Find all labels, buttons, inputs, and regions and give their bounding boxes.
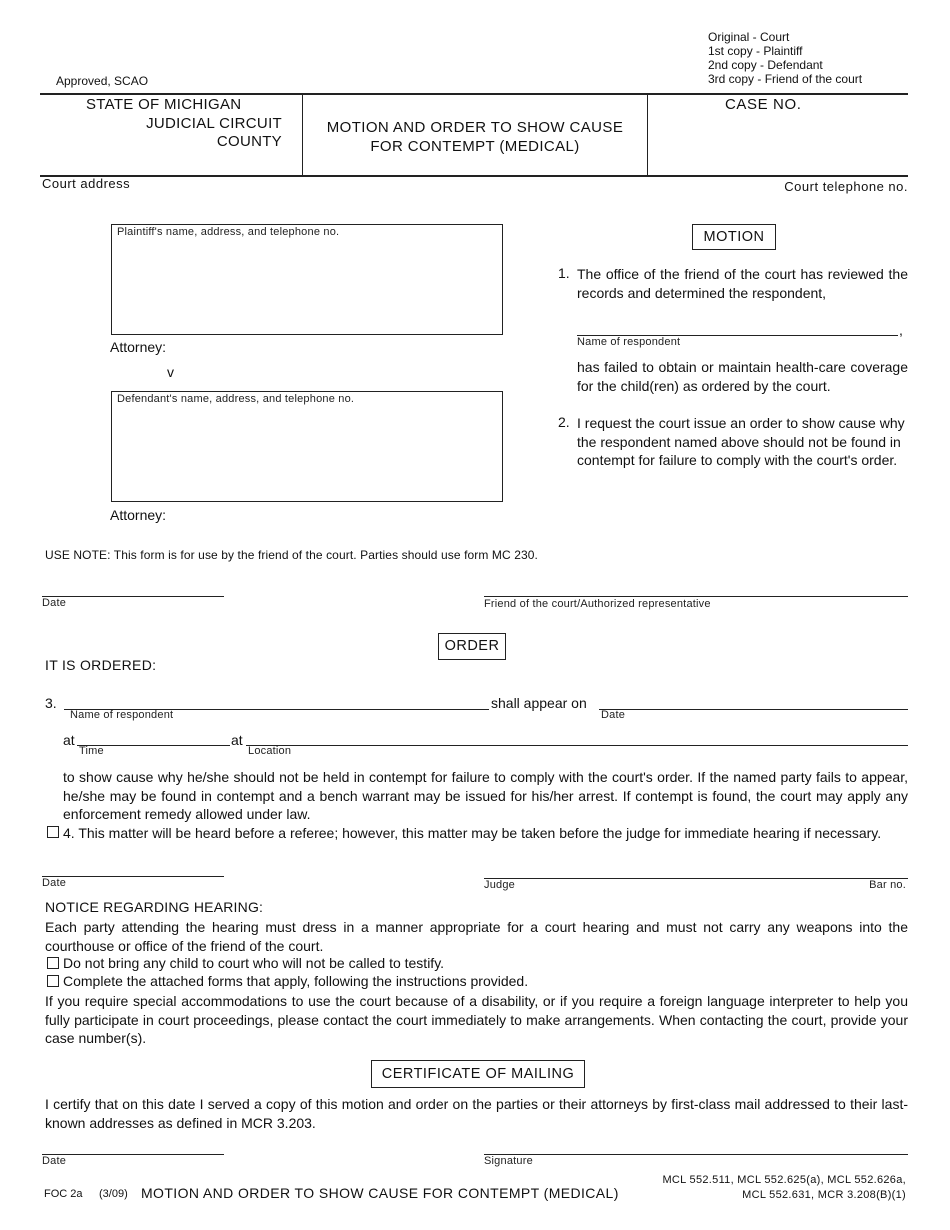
copy-original: Original - Court [708, 30, 790, 44]
no-child-checkbox[interactable] [47, 957, 59, 969]
approved-scao: Approved, SCAO [56, 74, 149, 88]
notice-accommodations: If you require special accommodations to use the court because of a disability, or if you require a foreign language interpreter to help you fully participate in court proceedings, please contact the court immediately to make arrangements. When contacting the court, provide your case number(s). [45, 993, 908, 1047]
case-number-field[interactable] [650, 116, 906, 172]
notice-complete-forms: Complete the attached forms that apply, following the instructions provided. [63, 973, 529, 989]
order-location-line[interactable] [246, 745, 908, 746]
form-revision: (3/09) [99, 1188, 128, 1200]
referee-checkbox[interactable] [47, 826, 59, 838]
court-address-label: Court address [42, 176, 131, 191]
copy-plaintiff: 1st copy - Plaintiff [708, 44, 803, 58]
motion-item1-number: 1. [558, 265, 570, 281]
order-date-label: Date [601, 709, 626, 721]
notice-heading: NOTICE REGARDING HEARING: [45, 899, 264, 915]
header-divider-2 [647, 95, 648, 175]
order-location-label: Location [248, 745, 292, 757]
court-telephone-label: Court telephone no. [784, 179, 908, 194]
order-item3-number: 3. [45, 695, 57, 711]
plaintiff-label: Plaintiff's name, address, and telephone no. [117, 226, 340, 238]
header-top-rule [40, 93, 908, 95]
notice-dress: Each party attending the hearing must dress in a manner appropriate for a court hearing and must not carry any weapons into the courthouse or office of the friend of the court. [45, 919, 908, 954]
judge-label: Judge [484, 879, 515, 891]
foc-signature-line[interactable] [484, 596, 908, 597]
notice-no-child: Do not bring any child to court who will not be called to testify. [63, 955, 445, 971]
it-is-ordered: IT IS ORDERED: [45, 657, 157, 673]
plaintiff-attorney-label: Attorney: [110, 339, 167, 355]
certificate-signature-line[interactable] [484, 1154, 908, 1155]
footer-title: MOTION AND ORDER TO SHOW CAUSE FOR CONTEMPT (MEDICAL) [141, 1185, 619, 1201]
defendant-label: Defendant's name, address, and telephone no. [117, 393, 355, 405]
form-title [303, 118, 647, 156]
order-item4-text: 4. This matter will be heard before a referee; however, this matter may be taken before the judge for immediate hearing if necessary. [63, 825, 882, 841]
motion-item2-number: 2. [558, 414, 570, 430]
motion-date-label: Date [42, 597, 67, 609]
form-number: FOC 2a [44, 1188, 83, 1200]
defendant-attorney-label: Attorney: [110, 507, 167, 523]
order-at-location: at [231, 732, 243, 748]
order-date-sign-line[interactable] [42, 876, 224, 877]
order-date-line[interactable] [599, 709, 908, 710]
copy-defendant: 2nd copy - Defendant [708, 58, 823, 72]
bar-no-label: Bar no. [869, 879, 906, 891]
motion-respondent-label: Name of respondent [577, 336, 681, 348]
court-jurisdiction [60, 96, 282, 152]
citations-line1: MCL 552.511, MCL 552.625(a), MCL 552.626a, [662, 1174, 906, 1186]
form-title-line1: MOTION AND ORDER TO SHOW CAUSE [326, 119, 624, 136]
motion-heading: MOTION [692, 224, 776, 250]
form-title-line2: FOR CONTEMPT (MEDICAL) [370, 138, 580, 155]
county: COUNTY [216, 133, 282, 150]
motion-item1-text: The office of the friend of the court has reviewed the records and determined the respondent, [577, 266, 908, 301]
complete-forms-checkbox[interactable] [47, 975, 59, 987]
judge-signature-line[interactable] [484, 878, 908, 879]
use-note: USE NOTE: This form is for use by the friend of the court. Parties should use form MC 230. [45, 548, 538, 562]
footer-citations [662, 1173, 906, 1203]
order-respondent-label: Name of respondent [70, 709, 174, 721]
citations-line2: MCL 552.631, MCR 3.208(B)(1) [742, 1189, 906, 1201]
versus: v [167, 364, 174, 380]
certificate-heading: CERTIFICATE OF MAILING [371, 1060, 585, 1088]
copy-friend-of-court: 3rd copy - Friend of the court [708, 72, 863, 86]
order-date-sign-label: Date [42, 877, 67, 889]
motion-item1-continued: has failed to obtain or maintain health-care coverage for the child(ren) as ordered by the court. [577, 359, 908, 394]
certificate-date-line[interactable] [42, 1154, 224, 1155]
motion-respondent-comma: , [899, 322, 903, 338]
plaintiff-box[interactable] [111, 224, 503, 335]
certificate-signature-label: Signature [484, 1155, 533, 1167]
certificate-text: I certify that on this date I served a copy of this motion and order on the parties or their attorneys by first-class mail addressed to their last-known addresses as defined in MCR 3.203. [45, 1096, 908, 1131]
show-cause-text: to show cause why he/she should not be held in contempt for failure to comply with the court's order. If the named party fails to appear, he/she may be found in contempt and a bench warrant may be issued for his/her arrest. If contempt is found, the court may apply any enforcement remedy allowed under law. [63, 769, 908, 823]
copy-distribution [708, 30, 862, 86]
state-of-michigan: STATE OF MICHIGAN [86, 96, 242, 113]
header-bottom-rule [40, 175, 908, 177]
case-number-label: CASE NO. [725, 96, 802, 113]
motion-item2-text: I request the court issue an order to show cause why the respondent named above should not be found in contempt for failure to comply with the court's order. [577, 415, 905, 469]
shall-appear-on: shall appear on [491, 695, 587, 711]
order-time-label: Time [79, 745, 104, 757]
judicial-circuit: JUDICIAL CIRCUIT [146, 114, 282, 132]
certificate-date-label: Date [42, 1155, 67, 1167]
foc-signature-label: Friend of the court/Authorized representative [484, 598, 711, 610]
order-at-time: at [63, 732, 75, 748]
motion-date-line[interactable] [42, 596, 224, 597]
order-heading: ORDER [438, 633, 506, 660]
defendant-box[interactable] [111, 391, 503, 502]
